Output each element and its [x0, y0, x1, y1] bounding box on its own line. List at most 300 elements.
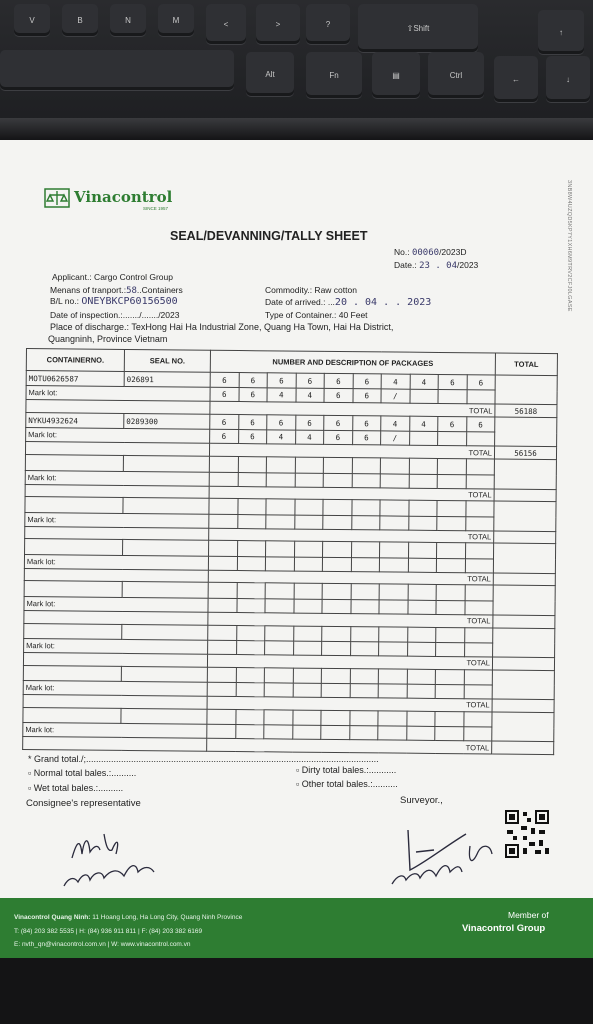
footer-email: E: nvth_qn@vinacontrol.com.vn | W: www.vinacontrol.com.vn — [14, 941, 191, 948]
footer-group-name: Vinacontrol Group — [462, 923, 546, 934]
container-number-cell — [24, 581, 122, 597]
package-cell — [438, 390, 467, 404]
package-cell: / — [381, 389, 410, 403]
package-cell — [408, 585, 437, 601]
package-cell — [294, 584, 323, 600]
seal-number-cell — [123, 498, 209, 514]
container-number-cell — [25, 455, 123, 471]
container-number-cell — [25, 497, 123, 513]
package-cell: 6 — [238, 388, 267, 402]
package-cell: 4 — [295, 388, 324, 402]
package-cell — [237, 499, 266, 515]
package-cell — [207, 724, 236, 738]
wet-total-label: Wet total bales.:.......... — [33, 783, 124, 793]
package-cell: 6 — [324, 415, 353, 431]
package-cell — [323, 458, 352, 474]
footer-member-of: Member of — [508, 910, 549, 920]
key-shift: ⇧Shift — [358, 4, 478, 52]
package-cell — [380, 473, 409, 487]
total-value: 56188 — [495, 404, 557, 417]
package-cell — [349, 710, 378, 726]
keyboard — [0, 0, 593, 135]
wet-total-bales — [28, 783, 123, 793]
key-v: V — [14, 4, 50, 36]
package-cell — [379, 584, 408, 600]
package-cell — [208, 583, 237, 599]
desk-surface — [0, 958, 593, 1024]
package-cell — [292, 710, 321, 726]
total-value — [492, 657, 554, 670]
surveyor-signature — [386, 822, 502, 892]
package-cell: 4 — [267, 430, 296, 444]
package-cell — [378, 711, 407, 727]
seal-number-cell — [123, 456, 209, 472]
seal-number-cell — [121, 666, 207, 682]
package-cell — [235, 725, 264, 739]
package-cell — [379, 558, 408, 572]
package-cell — [465, 558, 494, 572]
package-cell — [464, 685, 493, 699]
surveyor-label: Surveyor., — [400, 795, 443, 806]
package-cell: 6 — [353, 374, 382, 390]
package-cell — [264, 710, 293, 726]
package-cell — [208, 556, 237, 570]
package-cell — [236, 640, 265, 654]
package-cell — [321, 668, 350, 684]
mark-lot-label: Mark lot: — [25, 512, 209, 528]
package-cell — [463, 727, 492, 741]
package-cell — [209, 514, 238, 528]
document-number — [394, 247, 466, 258]
number-handwritten: 00060 — [411, 248, 440, 258]
mark-lot-label: Mark lot: — [26, 386, 210, 402]
mark-lot-label: Mark lot: — [23, 680, 207, 696]
total-cell — [494, 459, 556, 489]
company-logo-text: Vinacontrol — [74, 188, 173, 206]
header-seal: SEAL NO. — [124, 349, 210, 372]
package-cell — [236, 667, 265, 683]
package-cell — [207, 682, 236, 696]
package-cell — [350, 626, 379, 642]
package-cell: 6 — [352, 431, 381, 445]
package-cell — [435, 684, 464, 698]
package-cell — [293, 626, 322, 642]
package-cell: 6 — [324, 373, 353, 389]
package-cell — [209, 499, 238, 515]
footer-phones: T: (84) 203 382 5535 | H: (84) 936 911 811 | F: (84) 203 382 6169 — [14, 928, 203, 935]
package-cell: 4 — [295, 430, 324, 444]
package-cell: 6 — [210, 388, 239, 402]
package-cell — [409, 474, 438, 488]
package-cell — [379, 626, 408, 642]
package-cell — [236, 682, 265, 696]
package-cell: 6 — [210, 372, 239, 388]
package-cell: 6 — [466, 417, 495, 433]
package-cell — [321, 725, 350, 739]
other-total-bales — [296, 779, 398, 789]
side-serial-text: 3NB8W4UZQD5KP7Y1XH6M9TRV2CFJ0LGASE — [566, 180, 572, 312]
package-cell: 6 — [467, 375, 496, 391]
package-cell — [464, 627, 493, 643]
package-cell — [349, 726, 378, 740]
package-cell — [378, 669, 407, 685]
package-cell — [435, 669, 464, 685]
package-cell — [378, 684, 407, 698]
bl-label: B/L no.: — [50, 296, 79, 306]
package-cell — [293, 683, 322, 697]
package-cell — [407, 684, 436, 698]
package-cell — [464, 601, 493, 615]
container-number-cell — [23, 665, 121, 681]
package-cell — [264, 725, 293, 739]
package-cell: 6 — [210, 430, 239, 444]
package-cell — [209, 541, 238, 557]
key-alt: Alt — [246, 52, 294, 96]
checkbox-icon: ▫ — [296, 765, 302, 775]
document-date — [394, 260, 478, 271]
package-cell — [406, 711, 435, 727]
package-cell — [237, 541, 266, 557]
number-suffix: /2023D — [439, 247, 467, 257]
package-cell — [321, 683, 350, 697]
package-cell — [237, 556, 266, 570]
dirty-total-bales — [296, 765, 396, 775]
package-cell — [208, 640, 237, 654]
package-cell — [265, 599, 294, 613]
date-suffix: /2023 — [457, 260, 479, 270]
total-label: TOTAL — [208, 570, 493, 585]
package-cell — [435, 727, 464, 741]
key-comma: < — [206, 4, 246, 44]
normal-total-bales — [28, 768, 136, 778]
inspection-date: Date of inspection.:......./......./2023 — [50, 310, 180, 320]
total-cell — [495, 375, 557, 405]
container-number-cell — [25, 539, 123, 555]
package-cell — [408, 500, 437, 516]
arrival-label: Date of arrived.: ... — [265, 297, 335, 307]
arrival-date — [265, 297, 431, 308]
number-label: No.: — [394, 247, 410, 257]
seal-number-cell — [122, 624, 208, 640]
checkbox-icon: ▫ — [28, 783, 34, 793]
transport-suffix: ..Containers — [136, 285, 183, 295]
package-cell — [351, 584, 380, 600]
package-cell: 6 — [352, 416, 381, 432]
date-handwritten: 23 . 04 — [419, 261, 457, 271]
package-cell — [265, 583, 294, 599]
package-cell — [351, 557, 380, 571]
footer-band — [0, 898, 593, 960]
package-cell — [409, 458, 438, 474]
package-cell: 6 — [267, 415, 296, 431]
package-cell — [266, 457, 295, 473]
package-cell — [266, 472, 295, 486]
package-cell: 6 — [238, 430, 267, 444]
key-up: ↑ — [538, 10, 584, 54]
key-period: > — [256, 4, 300, 44]
total-label: TOTAL — [210, 402, 495, 417]
package-cell — [408, 543, 437, 559]
key-space — [0, 50, 234, 90]
package-cell — [238, 457, 267, 473]
package-cell: 6 — [324, 389, 353, 403]
package-cell — [380, 458, 409, 474]
package-cell — [322, 626, 351, 642]
package-cell — [436, 600, 465, 614]
key-n: N — [110, 4, 146, 36]
package-cell — [463, 711, 492, 727]
total-cell — [494, 501, 556, 531]
package-cell — [435, 711, 464, 727]
package-cell — [238, 472, 267, 486]
transport-handwritten: 58 — [126, 286, 137, 296]
package-cell — [407, 600, 436, 614]
package-cell — [380, 515, 409, 529]
total-label: TOTAL — [209, 444, 494, 459]
tally-table — [22, 348, 558, 755]
total-value — [493, 615, 555, 628]
applicant: Applicant.: Cargo Control Group — [52, 272, 173, 282]
mark-lot-label: Mark lot: — [24, 554, 208, 570]
package-cell — [208, 598, 237, 612]
arrival-handwritten: 20 . 04 . . 2023 — [334, 297, 432, 308]
package-cell — [352, 458, 381, 474]
seal-number-cell — [123, 540, 209, 556]
package-cell: 6 — [295, 415, 324, 431]
vinacontrol-logo-icon — [44, 187, 70, 209]
package-cell: 4 — [410, 374, 439, 390]
total-value — [494, 531, 556, 544]
total-value — [492, 741, 554, 755]
package-cell — [350, 599, 379, 613]
header-container: CONTAINERNO. — [26, 349, 124, 372]
total-value — [492, 699, 554, 712]
footer-address: 11 Hoang Long, Ha Long City, Quang Ninh Province — [92, 914, 243, 921]
key-ctrl: Ctrl — [428, 52, 484, 98]
package-cell — [437, 516, 466, 530]
package-cell — [351, 500, 380, 516]
package-cell — [293, 641, 322, 655]
package-cell — [352, 473, 381, 487]
total-label: TOTAL — [207, 696, 492, 711]
total-cell — [495, 417, 557, 447]
package-cell — [293, 668, 322, 684]
package-cell: 4 — [409, 416, 438, 432]
package-cell — [323, 500, 352, 516]
header-packages: NUMBER AND DESCRIPTION OF PACKAGES — [210, 350, 495, 375]
package-cell — [265, 641, 294, 655]
footer-company: Vinacontrol Quang Ninh: — [14, 914, 91, 921]
other-total-label: Other total bales.:.......... — [301, 779, 398, 789]
package-cell — [209, 456, 238, 472]
package-cell — [209, 472, 238, 486]
package-cell — [465, 516, 494, 530]
key-menu: ▤ — [372, 52, 420, 98]
package-cell — [323, 542, 352, 558]
package-cell — [292, 725, 321, 739]
package-cell — [437, 459, 466, 475]
package-cell — [295, 473, 324, 487]
package-cell — [464, 669, 493, 685]
package-cell: 4 — [381, 416, 410, 432]
package-cell: 6 — [438, 417, 467, 433]
key-left: ← — [494, 56, 538, 102]
package-cell — [266, 499, 295, 515]
package-cell — [465, 585, 494, 601]
dirty-total-label: Dirty total bales.:........... — [301, 765, 397, 775]
package-cell — [207, 667, 236, 683]
package-cell — [295, 457, 324, 473]
key-b: B — [62, 4, 98, 36]
container-number-cell: NYKU4932624 — [26, 413, 124, 429]
package-cell — [350, 684, 379, 698]
package-cell — [322, 584, 351, 600]
package-cell: 6 — [267, 373, 296, 389]
package-cell — [293, 599, 322, 613]
package-cell — [237, 514, 266, 528]
total-value: 56156 — [494, 446, 556, 459]
package-cell — [408, 516, 437, 530]
key-m: M — [158, 4, 194, 36]
package-cell — [266, 541, 295, 557]
package-cell — [466, 474, 495, 488]
package-cell — [379, 600, 408, 614]
package-cell — [236, 625, 265, 641]
package-cell — [465, 501, 494, 517]
package-cell — [465, 543, 494, 559]
total-cell — [493, 628, 555, 658]
container-number-cell: MOTU0626587 — [26, 371, 124, 387]
mark-lot-label: Mark lot: — [24, 596, 208, 612]
mark-lot-label: Mark lot: — [23, 723, 207, 739]
package-cell — [294, 515, 323, 529]
total-label: TOTAL — [208, 612, 493, 627]
package-cell — [350, 642, 379, 656]
package-cell — [407, 642, 436, 656]
consignee-signature — [54, 826, 174, 906]
checkbox-icon: ▫ — [28, 768, 34, 778]
package-cell — [322, 557, 351, 571]
container-number-cell — [24, 623, 122, 639]
package-cell: 6 — [238, 415, 267, 431]
package-cell: 6 — [352, 389, 381, 403]
checkbox-icon: ▫ — [296, 779, 302, 789]
package-cell: 6 — [296, 373, 325, 389]
package-cell — [380, 500, 409, 516]
package-cell — [294, 557, 323, 571]
package-cell — [351, 542, 380, 558]
total-value — [494, 489, 556, 502]
package-cell — [437, 543, 466, 559]
grand-total: * Grand total./;..................................................................................................................... — [28, 754, 379, 764]
desk-edge — [0, 118, 593, 140]
package-cell — [294, 499, 323, 515]
key-fn: Fn — [306, 52, 362, 98]
package-cell — [266, 514, 295, 528]
package-cell — [408, 558, 437, 572]
package-cell: 6 — [210, 414, 239, 430]
package-cell: 6 — [239, 373, 268, 389]
package-cell — [236, 598, 265, 612]
seal-number-cell: 0289300 — [124, 414, 210, 430]
logo-tagline: SINCE 1957 — [143, 206, 169, 211]
key-down: ↓ — [546, 56, 590, 102]
total-row-spacer — [23, 737, 207, 752]
package-cell — [379, 642, 408, 656]
document-title: SEAL/DEVANNING/TALLY SHEET — [170, 229, 368, 243]
seal-number-cell — [121, 708, 207, 724]
total-cell — [492, 670, 554, 700]
package-cell — [406, 726, 435, 740]
package-cell — [464, 643, 493, 657]
consignee-representative: Consignee's representative — [26, 798, 141, 809]
package-cell: 4 — [381, 374, 410, 390]
package-cell — [466, 459, 495, 475]
total-value — [493, 573, 555, 586]
package-cell — [466, 390, 495, 404]
package-cell — [323, 473, 352, 487]
header-total: TOTAL — [495, 353, 557, 376]
footer-address-line — [14, 914, 242, 921]
transport — [50, 285, 183, 296]
commodity: Commodity.: Raw cotton — [265, 285, 357, 295]
container-number-cell — [23, 707, 121, 723]
total-label: TOTAL — [209, 486, 494, 501]
tally-body — [23, 371, 558, 755]
bl-number — [50, 296, 178, 307]
package-cell — [265, 556, 294, 570]
container-type: Type of Container.: 40 Feet — [265, 310, 368, 320]
package-cell — [436, 627, 465, 643]
package-cell — [466, 432, 495, 446]
bl-handwritten: ONEYBKCP60156500 — [81, 296, 178, 307]
package-cell — [264, 683, 293, 697]
seal-number-cell: 026891 — [124, 371, 210, 387]
package-cell: 6 — [438, 374, 467, 390]
total-label: TOTAL — [207, 738, 492, 754]
package-cell — [322, 599, 351, 613]
mark-lot-label: Mark lot: — [26, 428, 210, 444]
package-cell — [294, 541, 323, 557]
package-cell — [264, 667, 293, 683]
package-cell — [409, 432, 438, 446]
package-cell — [237, 583, 266, 599]
package-cell — [323, 515, 352, 529]
transport-label: Menans of tranport.: — [50, 285, 127, 295]
key-slash: ? — [306, 4, 350, 44]
total-label: TOTAL — [207, 654, 492, 669]
package-cell — [407, 669, 436, 685]
total-cell — [493, 543, 555, 573]
package-cell — [207, 709, 236, 725]
package-cell — [322, 641, 351, 655]
package-cell — [235, 709, 264, 725]
package-cell: 4 — [267, 388, 296, 402]
discharge-place-line2: Quangninh, Province Vietnam — [48, 334, 168, 344]
mark-lot-label: Mark lot: — [24, 638, 208, 654]
package-cell — [380, 542, 409, 558]
package-cell — [436, 558, 465, 572]
seal-number-cell — [122, 582, 208, 598]
package-cell: 6 — [324, 431, 353, 445]
mark-lot-label: Mark lot: — [25, 470, 209, 486]
discharge-place-line1: Place of discharge.: TexHong Hai Ha Industrial Zone, Quang Ha Town, Hai Ha District, — [50, 322, 394, 332]
package-cell — [265, 625, 294, 641]
package-cell — [208, 625, 237, 641]
package-cell — [351, 515, 380, 529]
package-cell — [321, 710, 350, 726]
package-cell — [407, 627, 436, 643]
